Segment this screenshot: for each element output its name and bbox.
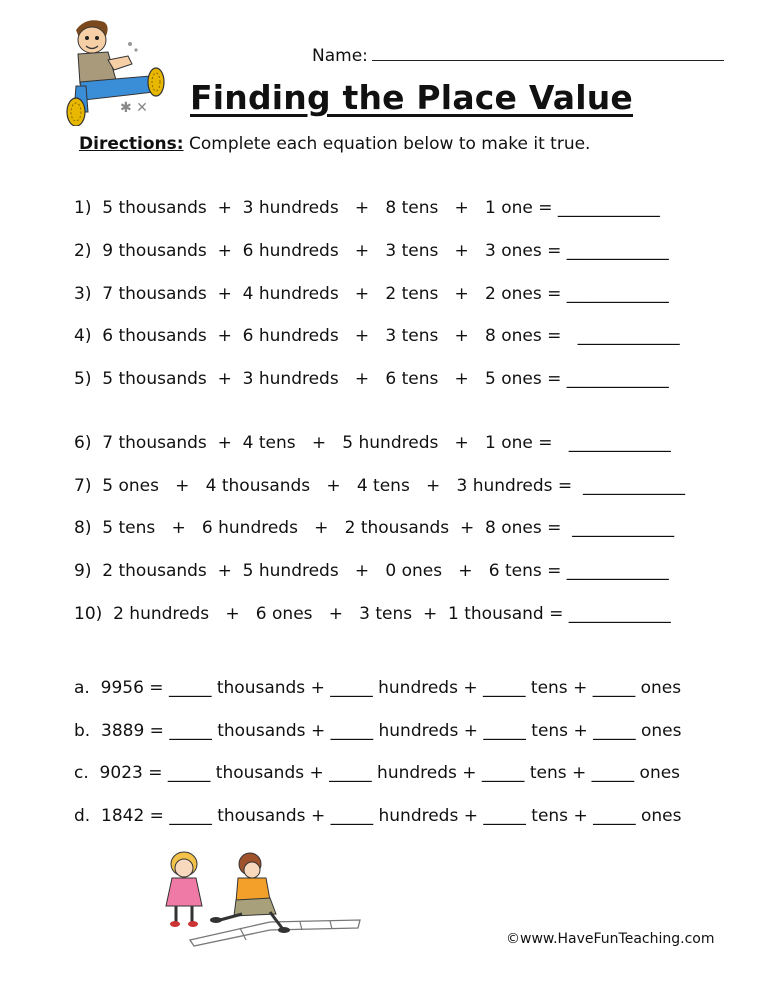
problem-1[interactable]: 1) 5 thousands + 3 hundreds + 8 tens + 1 one = ____________ <box>74 198 660 218</box>
problem-10[interactable]: 10) 2 hundreds + 6 ones + 3 tens + 1 thousand = ____________ <box>74 604 671 624</box>
problem-6[interactable]: 6) 7 thousands + 4 tens + 5 hundreds + 1 one = ____________ <box>74 433 671 453</box>
hopscotch-girls-illustration <box>150 848 375 948</box>
copyright-footer: ©www.HaveFunTeaching.com <box>506 931 715 947</box>
directions-text: Complete each equation below to make it true. <box>183 134 591 154</box>
problem-d[interactable]: d. 1842 = _____ thousands + _____ hundreds + _____ tens + _____ ones <box>74 806 682 826</box>
worksheet-title: Finding the Place Value <box>190 78 634 117</box>
problem-2[interactable]: 2) 9 thousands + 6 hundreds + 3 tens + 3 ones = ____________ <box>74 241 669 261</box>
problem-8[interactable]: 8) 5 tens + 6 hundreds + 2 thousands + 8 ones = ____________ <box>74 518 675 538</box>
name-field[interactable] <box>312 44 724 66</box>
cartoon-boy-illustration <box>58 16 170 126</box>
name-blank-line[interactable] <box>372 44 724 61</box>
problem-b[interactable]: b. 3889 = _____ thousands + _____ hundreds + _____ tens + _____ ones <box>74 721 682 741</box>
problem-5[interactable]: 5) 5 thousands + 3 hundreds + 6 tens + 5 ones = ____________ <box>74 369 669 389</box>
problem-a[interactable]: a. 9956 = _____ thousands + _____ hundreds + _____ tens + _____ ones <box>74 678 682 698</box>
problem-7[interactable]: 7) 5 ones + 4 thousands + 4 tens + 3 hundreds = ____________ <box>74 476 685 496</box>
problem-9[interactable]: 9) 2 thousands + 5 hundreds + 0 ones + 6 tens = ____________ <box>74 561 669 581</box>
problem-4[interactable]: 4) 6 thousands + 6 hundreds + 3 tens + 8 ones = ____________ <box>74 326 680 346</box>
directions <box>79 134 590 154</box>
problem-3[interactable]: 3) 7 thousands + 4 hundreds + 2 tens + 2 ones = ____________ <box>74 284 669 304</box>
svg-text:✱ ✕: ✱ ✕ <box>120 100 148 116</box>
problem-c[interactable]: c. 9023 = _____ thousands + _____ hundreds + _____ tens + _____ ones <box>74 763 681 783</box>
name-label: Name: <box>312 46 368 66</box>
directions-label: Directions: <box>79 134 184 154</box>
